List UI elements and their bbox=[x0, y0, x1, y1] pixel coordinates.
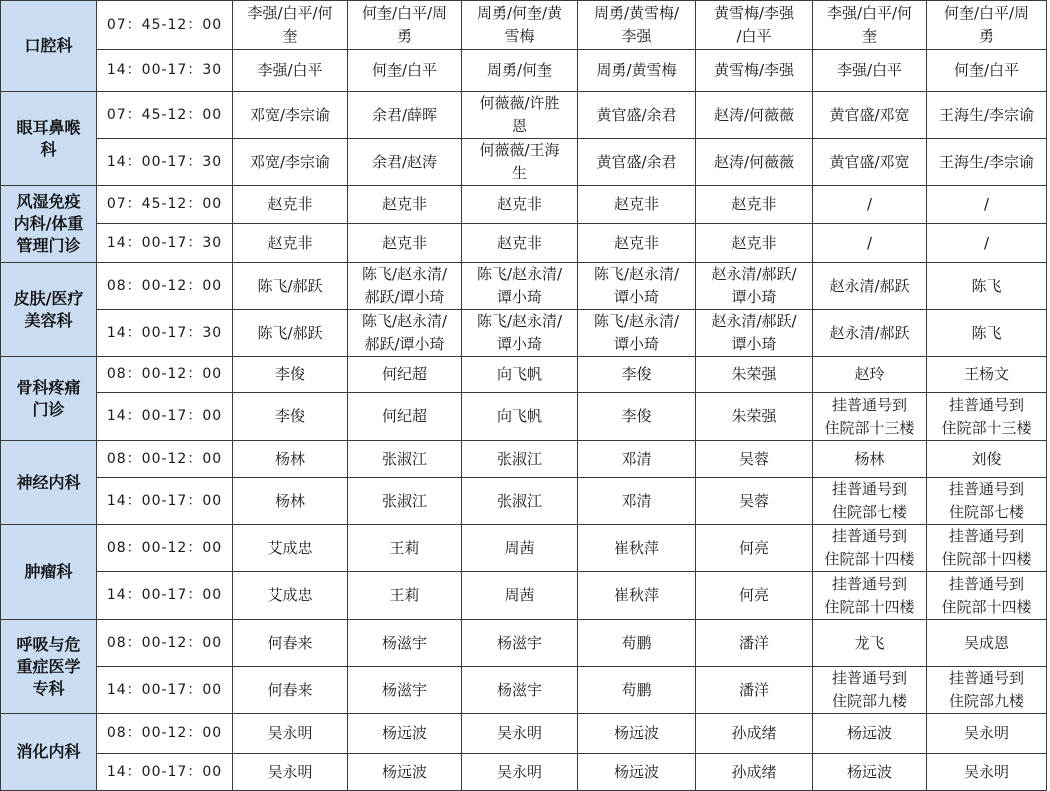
doctor-cell: 陈飞/郝跃 bbox=[233, 263, 348, 310]
doctor-cell: 赵永清/郝跃/ 谭小琦 bbox=[696, 263, 813, 310]
session-time: 14：00-17：00 bbox=[97, 754, 233, 791]
doctor-cell: 龙飞 bbox=[813, 620, 927, 667]
doctor-cell: 赵克非 bbox=[578, 186, 696, 224]
department-name: 眼耳鼻喉 科 bbox=[1, 92, 97, 186]
session-time: 08：00-12：00 bbox=[97, 620, 233, 667]
doctor-cell: 李俊 bbox=[578, 357, 696, 393]
doctor-cell: 赵克非 bbox=[578, 224, 696, 263]
doctor-cell: 赵克非 bbox=[696, 186, 813, 224]
schedule-row bbox=[1, 1, 1047, 50]
department-name: 风湿免疫 内科/体重 管理门诊 bbox=[1, 186, 97, 263]
doctor-cell: 张淑江 bbox=[348, 478, 462, 525]
doctor-cell: 陈飞 bbox=[927, 263, 1047, 310]
doctor-cell: 李强/白平/何 奎 bbox=[233, 1, 348, 50]
doctor-cell: 邓清 bbox=[578, 441, 696, 478]
doctor-cell: 赵克非 bbox=[462, 186, 578, 224]
doctor-cell: 何薇薇/王海 生 bbox=[462, 139, 578, 186]
doctor-cell: 崔秋萍 bbox=[578, 525, 696, 572]
doctor-cell: 张淑江 bbox=[348, 441, 462, 478]
doctor-cell: 王莉 bbox=[348, 572, 462, 620]
schedule-row bbox=[1, 754, 1047, 791]
doctor-cell: 何春来 bbox=[233, 620, 348, 667]
doctor-cell: 挂普通号到 住院部十四楼 bbox=[813, 572, 927, 620]
doctor-cell: 李俊 bbox=[233, 393, 348, 441]
doctor-cell: 何亮 bbox=[696, 572, 813, 620]
doctor-cell: 刘俊 bbox=[927, 441, 1047, 478]
doctor-cell: 张淑江 bbox=[462, 478, 578, 525]
schedule-row bbox=[1, 441, 1047, 478]
doctor-cell: 赵永清/郝跃/ 谭小琦 bbox=[696, 310, 813, 357]
doctor-cell: 吴永明 bbox=[927, 754, 1047, 791]
doctor-cell: 何纪超 bbox=[348, 357, 462, 393]
doctor-cell: 挂普通号到 住院部七楼 bbox=[813, 478, 927, 525]
doctor-cell: 赵克非 bbox=[348, 224, 462, 263]
doctor-cell: 何春来 bbox=[233, 667, 348, 714]
doctor-cell: 苟鹏 bbox=[578, 620, 696, 667]
doctor-cell: 杨远波 bbox=[348, 754, 462, 791]
session-time: 14：00-17：00 bbox=[97, 478, 233, 525]
doctor-cell: 孙成绪 bbox=[696, 714, 813, 754]
department-name: 肿瘤科 bbox=[1, 525, 97, 620]
doctor-cell: 赵克非 bbox=[233, 186, 348, 224]
session-time: 14：00-17：00 bbox=[97, 393, 233, 441]
doctor-cell: 挂普通号到 住院部七楼 bbox=[927, 478, 1047, 525]
department-name: 呼吸与危 重症医学 专科 bbox=[1, 620, 97, 714]
session-time: 08：00-12：00 bbox=[97, 441, 233, 478]
doctor-cell: 李强/白平/何 奎 bbox=[813, 1, 927, 50]
session-time: 14：00-17：30 bbox=[97, 224, 233, 263]
doctor-cell: 杨林 bbox=[233, 478, 348, 525]
schedule-row bbox=[1, 310, 1047, 357]
doctor-cell: 陈飞/赵永清/ 谭小琦 bbox=[578, 310, 696, 357]
doctor-cell: 余君/赵涛 bbox=[348, 139, 462, 186]
doctor-cell: 挂普通号到 住院部十三楼 bbox=[813, 393, 927, 441]
doctor-cell: 何薇薇/许胜 恩 bbox=[462, 92, 578, 139]
doctor-cell: 吴蓉 bbox=[696, 441, 813, 478]
doctor-cell: 崔秋萍 bbox=[578, 572, 696, 620]
doctor-cell: 艾成忠 bbox=[233, 572, 348, 620]
doctor-cell: 向飞帆 bbox=[462, 357, 578, 393]
session-time: 14：00-17：00 bbox=[97, 572, 233, 620]
doctor-cell: 周茜 bbox=[462, 572, 578, 620]
schedule-row bbox=[1, 92, 1047, 139]
doctor-cell: 王海生/李宗谕 bbox=[927, 92, 1047, 139]
department-name: 神经内科 bbox=[1, 441, 97, 525]
doctor-cell: 陈飞/赵永清/ 谭小琦 bbox=[462, 310, 578, 357]
doctor-cell: 赵克非 bbox=[462, 224, 578, 263]
doctor-cell: 吴永明 bbox=[462, 714, 578, 754]
doctor-cell: 杨林 bbox=[233, 441, 348, 478]
doctor-cell: 朱荣强 bbox=[696, 393, 813, 441]
doctor-cell: 何亮 bbox=[696, 525, 813, 572]
doctor-cell: 周茜 bbox=[462, 525, 578, 572]
doctor-cell: 杨远波 bbox=[348, 714, 462, 754]
session-time: 14：00-17：30 bbox=[97, 310, 233, 357]
session-time: 14：00-17：30 bbox=[97, 50, 233, 92]
doctor-cell: 何奎/白平 bbox=[927, 50, 1047, 92]
doctor-cell: 杨远波 bbox=[578, 754, 696, 791]
doctor-cell: 杨远波 bbox=[813, 714, 927, 754]
session-time: 08：00-12：00 bbox=[97, 263, 233, 310]
doctor-cell: 何奎/白平/周 勇 bbox=[348, 1, 462, 50]
doctor-cell: 黄雪梅/李强 /白平 bbox=[696, 1, 813, 50]
doctor-cell: 张淑江 bbox=[462, 441, 578, 478]
doctor-cell: 吴永明 bbox=[462, 754, 578, 791]
doctor-cell: 黄官盛/余君 bbox=[578, 139, 696, 186]
doctor-cell: 吴蓉 bbox=[696, 478, 813, 525]
doctor-cell: 李强/白平 bbox=[233, 50, 348, 92]
session-time: 14：00-17：30 bbox=[97, 139, 233, 186]
doctor-cell: 陈飞/郝跃 bbox=[233, 310, 348, 357]
session-time: 07：45-12：00 bbox=[97, 92, 233, 139]
doctor-cell: 朱荣强 bbox=[696, 357, 813, 393]
doctor-cell: 孙成绪 bbox=[696, 754, 813, 791]
doctor-cell: 挂普通号到 住院部十四楼 bbox=[813, 525, 927, 572]
doctor-cell: 黄官盛/余君 bbox=[578, 92, 696, 139]
doctor-cell: 挂普通号到 住院部九楼 bbox=[813, 667, 927, 714]
schedule-row bbox=[1, 478, 1047, 525]
doctor-cell: 吴成恩 bbox=[927, 620, 1047, 667]
schedule-body bbox=[1, 1, 1047, 791]
doctor-cell: 周勇/何奎 bbox=[462, 50, 578, 92]
doctor-cell: 陈飞 bbox=[927, 310, 1047, 357]
doctor-cell: 赵涛/何薇薇 bbox=[696, 92, 813, 139]
schedule-row bbox=[1, 714, 1047, 754]
doctor-cell: 陈飞/赵永清/ 谭小琦 bbox=[462, 263, 578, 310]
doctor-cell: 王杨文 bbox=[927, 357, 1047, 393]
doctor-cell: 李俊 bbox=[233, 357, 348, 393]
doctor-cell: 赵永清/郝跃 bbox=[813, 263, 927, 310]
doctor-cell: 李强/白平 bbox=[813, 50, 927, 92]
session-time: 14：00-17：00 bbox=[97, 667, 233, 714]
schedule-row bbox=[1, 667, 1047, 714]
schedule-row bbox=[1, 50, 1047, 92]
session-time: 08：00-12：00 bbox=[97, 357, 233, 393]
doctor-cell: 赵克非 bbox=[696, 224, 813, 263]
doctor-cell: 陈飞/赵永清/ 郝跃/谭小琦 bbox=[348, 263, 462, 310]
doctor-cell: 杨林 bbox=[813, 441, 927, 478]
doctor-cell: 余君/薛晖 bbox=[348, 92, 462, 139]
schedule-row bbox=[1, 525, 1047, 572]
doctor-cell: 陈飞/赵永清/ 谭小琦 bbox=[578, 263, 696, 310]
department-name: 皮肤/医疗 美容科 bbox=[1, 263, 97, 357]
doctor-cell: 吴永明 bbox=[233, 754, 348, 791]
doctor-cell: 杨滋宇 bbox=[348, 620, 462, 667]
doctor-cell: 杨远波 bbox=[578, 714, 696, 754]
doctor-cell: / bbox=[813, 186, 927, 224]
doctor-cell: 挂普通号到 住院部十四楼 bbox=[927, 525, 1047, 572]
doctor-cell: 王海生/李宗谕 bbox=[927, 139, 1047, 186]
doctor-cell: 陈飞/赵永清/ 郝跃/谭小琦 bbox=[348, 310, 462, 357]
doctor-cell: 周勇/黄雪梅/ 李强 bbox=[578, 1, 696, 50]
doctor-cell: 苟鹏 bbox=[578, 667, 696, 714]
doctor-cell: / bbox=[813, 224, 927, 263]
doctor-cell: 邓宽/李宗谕 bbox=[233, 139, 348, 186]
department-name: 消化内科 bbox=[1, 714, 97, 791]
session-time: 07：45-12：00 bbox=[97, 1, 233, 50]
schedule-row bbox=[1, 224, 1047, 263]
doctor-cell: 潘洋 bbox=[696, 667, 813, 714]
session-time: 08：00-12：00 bbox=[97, 714, 233, 754]
schedule-row bbox=[1, 620, 1047, 667]
schedule-row bbox=[1, 357, 1047, 393]
session-time: 08：00-12：00 bbox=[97, 525, 233, 572]
session-time: 07：45-12：00 bbox=[97, 186, 233, 224]
doctor-cell: 王莉 bbox=[348, 525, 462, 572]
doctor-cell: 何奎/白平/周 勇 bbox=[927, 1, 1047, 50]
doctor-cell: 赵永清/郝跃 bbox=[813, 310, 927, 357]
doctor-cell: 吴永明 bbox=[927, 714, 1047, 754]
doctor-cell: / bbox=[927, 186, 1047, 224]
doctor-cell: 杨远波 bbox=[813, 754, 927, 791]
doctor-cell: 邓清 bbox=[578, 478, 696, 525]
doctor-cell: 黄雪梅/李强 bbox=[696, 50, 813, 92]
schedule-row bbox=[1, 572, 1047, 620]
doctor-cell: 杨滋宇 bbox=[348, 667, 462, 714]
doctor-cell: 挂普通号到 住院部十四楼 bbox=[927, 572, 1047, 620]
doctor-cell: 向飞帆 bbox=[462, 393, 578, 441]
doctor-cell: 赵玲 bbox=[813, 357, 927, 393]
doctor-cell: 吴永明 bbox=[233, 714, 348, 754]
doctor-cell: 挂普通号到 住院部十三楼 bbox=[927, 393, 1047, 441]
doctor-cell: 周勇/黄雪梅 bbox=[578, 50, 696, 92]
doctor-cell: / bbox=[927, 224, 1047, 263]
department-name: 口腔科 bbox=[1, 1, 97, 92]
schedule-row bbox=[1, 263, 1047, 310]
doctor-cell: 何纪超 bbox=[348, 393, 462, 441]
doctor-cell: 黄官盛/邓宽 bbox=[813, 139, 927, 186]
doctor-cell: 杨滋宇 bbox=[462, 620, 578, 667]
doctor-cell: 艾成忠 bbox=[233, 525, 348, 572]
doctor-cell: 周勇/何奎/黄 雪梅 bbox=[462, 1, 578, 50]
department-name: 骨科疼痛 门诊 bbox=[1, 357, 97, 441]
schedule-row bbox=[1, 186, 1047, 224]
doctor-cell: 赵克非 bbox=[348, 186, 462, 224]
doctor-cell: 赵涛/何薇薇 bbox=[696, 139, 813, 186]
doctor-cell: 赵克非 bbox=[233, 224, 348, 263]
doctor-cell: 邓宽/李宗谕 bbox=[233, 92, 348, 139]
schedule-row bbox=[1, 139, 1047, 186]
doctor-cell: 潘洋 bbox=[696, 620, 813, 667]
doctor-cell: 黄官盛/邓宽 bbox=[813, 92, 927, 139]
doctor-cell: 何奎/白平 bbox=[348, 50, 462, 92]
doctor-cell: 杨滋宇 bbox=[462, 667, 578, 714]
schedule-row bbox=[1, 393, 1047, 441]
doctor-cell: 挂普通号到 住院部九楼 bbox=[927, 667, 1047, 714]
doctor-cell: 李俊 bbox=[578, 393, 696, 441]
